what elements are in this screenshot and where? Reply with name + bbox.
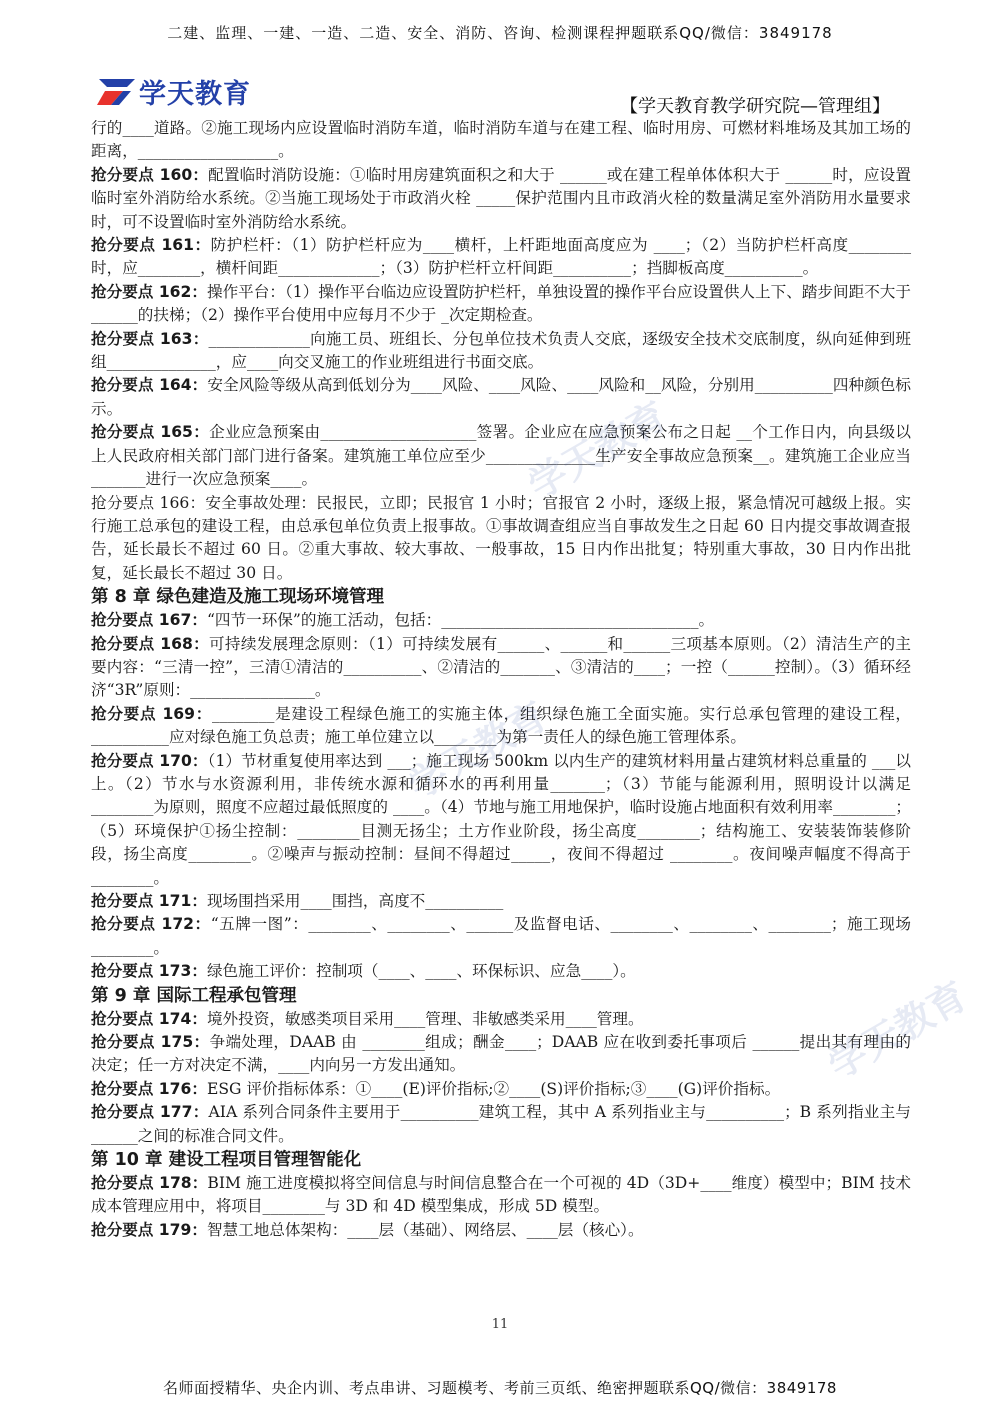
key-point-174 [91, 1008, 911, 1031]
key-point-text: ESG 评价指标体系：①____(E)评价指标;②____(S)评价指标;③____(G)评价指标。 [206, 1079, 781, 1098]
key-point-label: 抢分要点 160： [91, 165, 209, 184]
key-point-label: 抢分要点 163： [91, 329, 209, 348]
key-point-label: 抢分要点 168： [91, 634, 210, 653]
key-point-label: 抢分要点 177： [91, 1103, 209, 1122]
key-point-label: 抢分要点 174： [91, 1009, 207, 1028]
watermark: 学天教育 [820, 973, 975, 1088]
key-point-163 [91, 328, 911, 375]
key-point-161 [91, 234, 911, 281]
key-point-160 [91, 164, 911, 234]
key-point-label: 抢分要点 169： [91, 704, 213, 723]
key-point-label: 抢分要点 166： [91, 493, 206, 512]
key-point-text: 安全事故处理：民报民，立即；民报官 1 小时；官报官 2 小时，逐级上报，紧急情况可越级上报。实行施工总承包的建设工程，由总承包单位负责上报事故。①事故调查组应当自事故发生之日起 60 日内提交事故调查报告，延长最长不超过 60 日。②重大事故、较大事故、一般事故，15 日内作出批复；特别重大事故，30 日内作出批复，延长最长不超过 30 日。 [91, 493, 911, 582]
chapter-heading-8: 第 8 章 绿色建造及施工现场环境管理 [91, 587, 384, 608]
key-point-171 [91, 890, 911, 913]
key-point-165 [91, 421, 911, 491]
key-point-label: 抢分要点 175： [91, 1033, 210, 1052]
key-point-text: 安全风险等级从高到低划分为____风险、____风险、____风险和__风险，分别用__________四种颜色标示。 [91, 376, 911, 418]
key-point-168 [91, 633, 911, 703]
key-point-177 [91, 1101, 911, 1148]
key-point-label: 抢分要点 176： [91, 1079, 207, 1098]
key-point-label: 抢分要点 179： [91, 1220, 207, 1239]
key-point-178 [91, 1172, 911, 1219]
key-point-label: 抢分要点 161： [91, 236, 211, 255]
key-point-text: （1）节材重复使用率达到 ___；施工现场 500km 以内生产的建筑材料用量占建筑材料总重量的 ___以上。（2）节水与水资源利用，非传统水源和循环水的再利用量_______；（3）节能与能源利用，照明设计以满足________为原则，照度不应超过最低照度的 ____。（4）节地与施工用地保护，临时设施占地面积有效利用率________；（5）环境保护①扬尘控制：________目测无扬尘；土方作业阶段，扬尘高度________；结构施工、安装装饰装修阶段，扬尘高度________。②噪声与振动控制：昼间不得超过_____，夜间不得超过 ________。夜间噪声幅度不得高于________。 [91, 751, 911, 887]
key-point-172 [91, 913, 911, 960]
key-point-text: 操作平台：（1）操作平台临边应设置防护栏杆，单独设置的操作平台应设置供人上下、踏步间距不大于 ______的扶梯；（2）操作平台使用中应每月不少于 _次定期检查。 [91, 282, 912, 325]
watermark: 学天教育 [520, 393, 675, 508]
paragraph-continuation: 行的____道路。②施工现场内应设置临时消防车道，临时消防车道与在建工程、临时用房、可燃材料堆场及其加工场的距离，__________________。 [91, 119, 911, 161]
key-point-label: 抢分要点 167： [91, 611, 207, 630]
key-point-164 [91, 374, 911, 421]
key-point-text: 企业应急预案由____________________签署。企业应在应急预案公布之日起 __个工作日内，向县级以上人民政府相关部门部门进行备案。建筑施工单位应至少______________生产安全事故应急预案__。建筑施工企业应当_______进行一次应急预案____。 [91, 423, 911, 489]
key-point-text: “五牌一图”：________、________、______及监督电话、________、________、________；施工现场________。 [91, 915, 912, 957]
page-content [91, 117, 911, 1242]
key-point-label: 抢分要点 162： [91, 282, 207, 301]
chapter-heading-10: 第 10 章 建设工程项目管理智能化 [91, 1150, 362, 1171]
key-point-162 [91, 281, 911, 328]
chapter-heading-9: 第 9 章 国际工程承包管理 [91, 985, 297, 1006]
key-point-label: 抢分要点 164： [91, 376, 208, 395]
logo [97, 74, 251, 108]
top-banner: 二建、监理、一建、一造、二造、安全、消防、咨询、检测课程押题联系QQ/微信：3849178 [167, 24, 833, 42]
key-point-text: “四节一环保”的施工活动，包括：_________________________________。 [206, 611, 715, 630]
key-point-167 [91, 609, 911, 632]
key-point-176 [91, 1078, 911, 1101]
key-point-label: 抢分要点 178： [91, 1174, 208, 1193]
logo-text: 学天教育 [139, 78, 251, 110]
key-point-text: 防护栏杆：（1）防护栏杆应为____横杆，上杆距地面高度应为 ____；（2）当防护栏杆高度________时，应________，横杆间距_____________；（3）防护栏杆立杆间距__________；挡脚板高度__________。 [91, 236, 912, 278]
key-point-text: 争端处理，DAAB 由 ________组成；酬金____；DAAB 应在收到委托事项后 ______提出其有理由的决定；任一方对决定不满，____内向另一方发出通知。 [91, 1033, 911, 1075]
key-point-text: 可持续发展理念原则：（1）可持续发展有______、______和______三项基本原则。（2）清洁生产的主要内容：“三清一控”，三清①清洁的__________、②清洁的_______、③清洁的____；一控（______控制）。（3）循环经济“3R”原则：________________。 [91, 634, 911, 700]
key-point-text: ________是建设工程绿色施工的实施主体，组织绿色施工全面实施。实行总承包管理的建设工程，__________应对绿色施工负总责；施工单位建立以________为第一责任人的绿色施工管理体系。 [91, 704, 911, 747]
watermark: 学天教育 [400, 693, 555, 808]
key-point-170 [91, 750, 911, 890]
key-point-label: 抢分要点 170： [91, 751, 208, 770]
key-point-text: BIM 施工进度模拟将空间信息与时间信息整合在一个可视的 4D（3D+____维度）模型中；BIM 技术成本管理应用中，将项目________与 3D 和 4D 模型集成，形成 5D 模型。 [91, 1174, 911, 1216]
logo-icon [97, 75, 137, 107]
key-point-text: 配置临时消防设施：①临时用房建筑面积之和大于 ______或在建工程单体体积大于 ______时，应设置临时室外消防给水系统。②当施工现场处于市政消火栓 _____保护范围内且市政消火栓的数量满足室外消防用水量要求时，可不设置临时室外消防给水系统。 [91, 165, 911, 231]
key-point-166 [91, 492, 911, 586]
key-point-label: 抢分要点 173： [91, 962, 207, 981]
key-point-text: 现场围挡采用____围挡，高度不__________ [206, 892, 504, 910]
key-point-label: 抢分要点 172： [91, 915, 211, 934]
key-point-179 [91, 1219, 911, 1242]
group-tag: 【学天教育教学研究院—管理组】 [620, 96, 890, 117]
page-number: 11 [491, 1317, 509, 1332]
key-point-text: 绿色施工评价：控制项（____、____、环保标识、应急____）。 [206, 962, 636, 981]
bottom-banner: 名师面授精华、央企内训、考点串讲、习题模考、考前三页纸、绝密押题联系QQ/微信：3849178 [163, 1379, 837, 1397]
key-point-text: _____________向施工员、班组长、分包单位技术负责人交底，逐级安全技术交底制度，纵向延伸到班组______________，应____向交叉施工的作业班组进行书面交底。 [91, 329, 911, 372]
key-point-text: 境外投资，敏感类项目采用____管理、非敏感类采用____管理。 [206, 1009, 644, 1028]
key-point-175 [91, 1031, 911, 1078]
key-point-173 [91, 960, 911, 983]
key-point-169 [91, 703, 911, 750]
key-point-text: AIA 系列合同条件主要用于__________建筑工程，其中 A 系列指业主与__________；B 系列指业主与______之间的标准合同文件。 [91, 1103, 912, 1145]
key-point-label: 抢分要点 165： [91, 423, 210, 442]
key-point-label: 抢分要点 171： [91, 892, 207, 910]
key-point-text: 智慧工地总体架构：____层（基础）、网络层、____层（核心）。 [206, 1220, 644, 1239]
